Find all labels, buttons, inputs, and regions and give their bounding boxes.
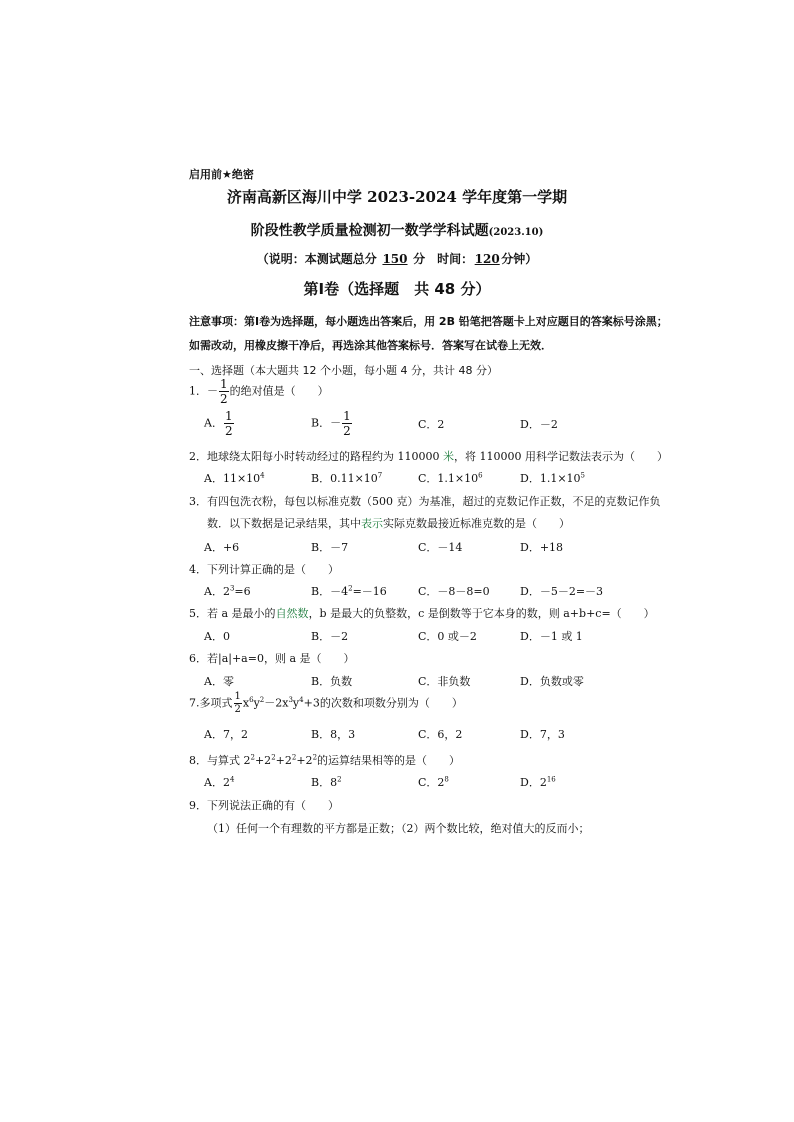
q4-option-d: D．－5－2=－3 bbox=[520, 585, 604, 598]
q3-option-b: B．－7 bbox=[311, 541, 349, 554]
q4-option-c: C．－8－8=0 bbox=[418, 585, 490, 598]
exam-date: (2023.10) bbox=[488, 227, 544, 238]
part-title: 第Ⅰ卷（选择题 共 48 分） bbox=[303, 280, 491, 298]
q1-option-a: A． $\frac{1}{2}$ bbox=[204, 409, 233, 438]
secret-mark: 启用前★绝密 bbox=[189, 168, 254, 181]
exam-title-line1: 济南高新区海川中学 2023-2024 学年度第一学期 bbox=[226, 188, 568, 206]
q6-option-d: D．负数或零 bbox=[520, 675, 584, 688]
q8-option-a: A．$2^4$ bbox=[204, 775, 235, 789]
question-1 bbox=[189, 378, 329, 405]
exam-subject-title: 阶段性教学质量检测初一数学学科试题 bbox=[250, 223, 489, 239]
q6-option-a: A．零 bbox=[204, 675, 234, 688]
q2-option-c: C．$1.1\times 10^6$ bbox=[418, 471, 483, 485]
q2-option-b: B．$0.11\times 10^7$ bbox=[311, 471, 383, 485]
q8-option-b: B．$8^2$ bbox=[311, 775, 342, 789]
q7-fraction: $\frac{1}{2}$ bbox=[234, 691, 241, 715]
q1-option-b: B．－ $\frac{1}{2}$ bbox=[311, 409, 351, 438]
q3-option-a: A．+6 bbox=[204, 541, 240, 554]
total-score: 150 bbox=[382, 252, 408, 266]
section-heading: 一、选择题（本大题共 12 个小题，每小题 4 分，共计 48 分） bbox=[189, 364, 498, 377]
question-6: 6．若|a|+a=0，则 a 是（ ） bbox=[189, 652, 355, 665]
q1-option-b-fraction: $\frac{1}{2}$ bbox=[343, 409, 351, 438]
q1-option-c: C．2 bbox=[418, 418, 445, 431]
info-mid: 分 时间： bbox=[413, 252, 474, 266]
q6-option-c: C．非负数 bbox=[418, 675, 471, 688]
q1-minus: － bbox=[207, 384, 218, 398]
q5-green-word: 自然数 bbox=[275, 607, 309, 620]
q1-option-a-fraction: $\frac{1}{2}$ bbox=[224, 409, 233, 438]
q1-number: 1． bbox=[189, 384, 207, 398]
q7-option-a: A．7，2 bbox=[204, 728, 248, 741]
q3-option-c: C．－14 bbox=[418, 541, 463, 554]
info-prefix: （说明：本测试题总分 bbox=[256, 252, 377, 266]
q8-option-c: C．$2^8$ bbox=[418, 775, 449, 789]
q2-option-a: A．$11\times 10^4$ bbox=[204, 471, 265, 485]
notice-line2: 如需改动，用橡皮擦干净后，再选涂其他答案标号．答案写在试卷上无效． bbox=[189, 339, 552, 352]
q4-option-a: A．$2^3=6$ bbox=[204, 584, 251, 598]
q4-option-b: B．$-4^2=-16$ bbox=[311, 584, 387, 598]
q6-option-b: B．负数 bbox=[311, 675, 353, 688]
question-7: 7.多项式 $\frac{1}{2}$ $x^6y^2-2x^3y^4+3$的次数和项数分别为（ ） bbox=[189, 691, 463, 715]
q7-option-b: B．8，3 bbox=[311, 728, 356, 741]
q1-fraction: $\frac{1}{2}$ bbox=[220, 377, 228, 406]
q2-unit: 米 bbox=[442, 450, 454, 463]
notice-line1: 注意事项：第Ⅰ卷为选择题，每小题选出答案后，用 2B 铅笔把答题卡上对应题目的答案标号涂黑； bbox=[189, 315, 668, 328]
q3-option-d: D．+18 bbox=[520, 541, 564, 554]
exam-title-line2 bbox=[0, 220, 794, 240]
q8-option-d: D．$2^{16}$ bbox=[520, 775, 556, 789]
question-2: 2．地球绕太阳每小时转动经过的路程约为 110000 米，将 110000 用科学记数法表示为（ ） bbox=[189, 450, 668, 463]
question-3-line1: 3．有四包洗衣粉，每包以标准克数（500 克）为基准，超过的克数记作正数，不足的克数记作负 bbox=[189, 495, 661, 508]
q1-stem: 的绝对值是（ ） bbox=[229, 384, 329, 398]
question-5: 5．若 a 是最小的自然数，b 是最大的负整数，c 是倒数等于它本身的数，则 a+b+c=（ ） bbox=[189, 607, 655, 620]
q5-option-c: C．0 或－2 bbox=[418, 630, 477, 643]
q2-option-d: D．$1.1\times 10^5$ bbox=[520, 471, 585, 485]
question-4: 4．下列计算正确的是（ ） bbox=[189, 563, 339, 576]
q3-green-word: 表示 bbox=[361, 517, 383, 530]
q7-option-c: C．6，2 bbox=[418, 728, 463, 741]
q5-option-d: D．－1 或 1 bbox=[520, 630, 583, 643]
question-3-line2: 数．以下数据是记录结果，其中表示实际克数最接近标准克数的是（ ） bbox=[207, 517, 570, 530]
question-9: 9．下列说法正确的有（ ） bbox=[189, 799, 339, 812]
question-9-statements: （1）任何一个有理数的平方都是正数；（2）两个数比较，绝对值大的反而小； bbox=[207, 822, 590, 835]
question-8: 8．与算式 $2^2+2^2+2^2+2^2$的运算结果相等的是（ ） bbox=[189, 753, 461, 767]
q5-option-a: A．0 bbox=[204, 630, 230, 643]
q1-option-d: D．－2 bbox=[520, 418, 558, 431]
q7-option-d: D．7，3 bbox=[520, 728, 565, 741]
exam-time: 120 bbox=[474, 252, 500, 266]
exam-info bbox=[0, 250, 794, 267]
info-suffix: 分钟） bbox=[501, 252, 538, 266]
q5-option-b: B．－2 bbox=[311, 630, 349, 643]
